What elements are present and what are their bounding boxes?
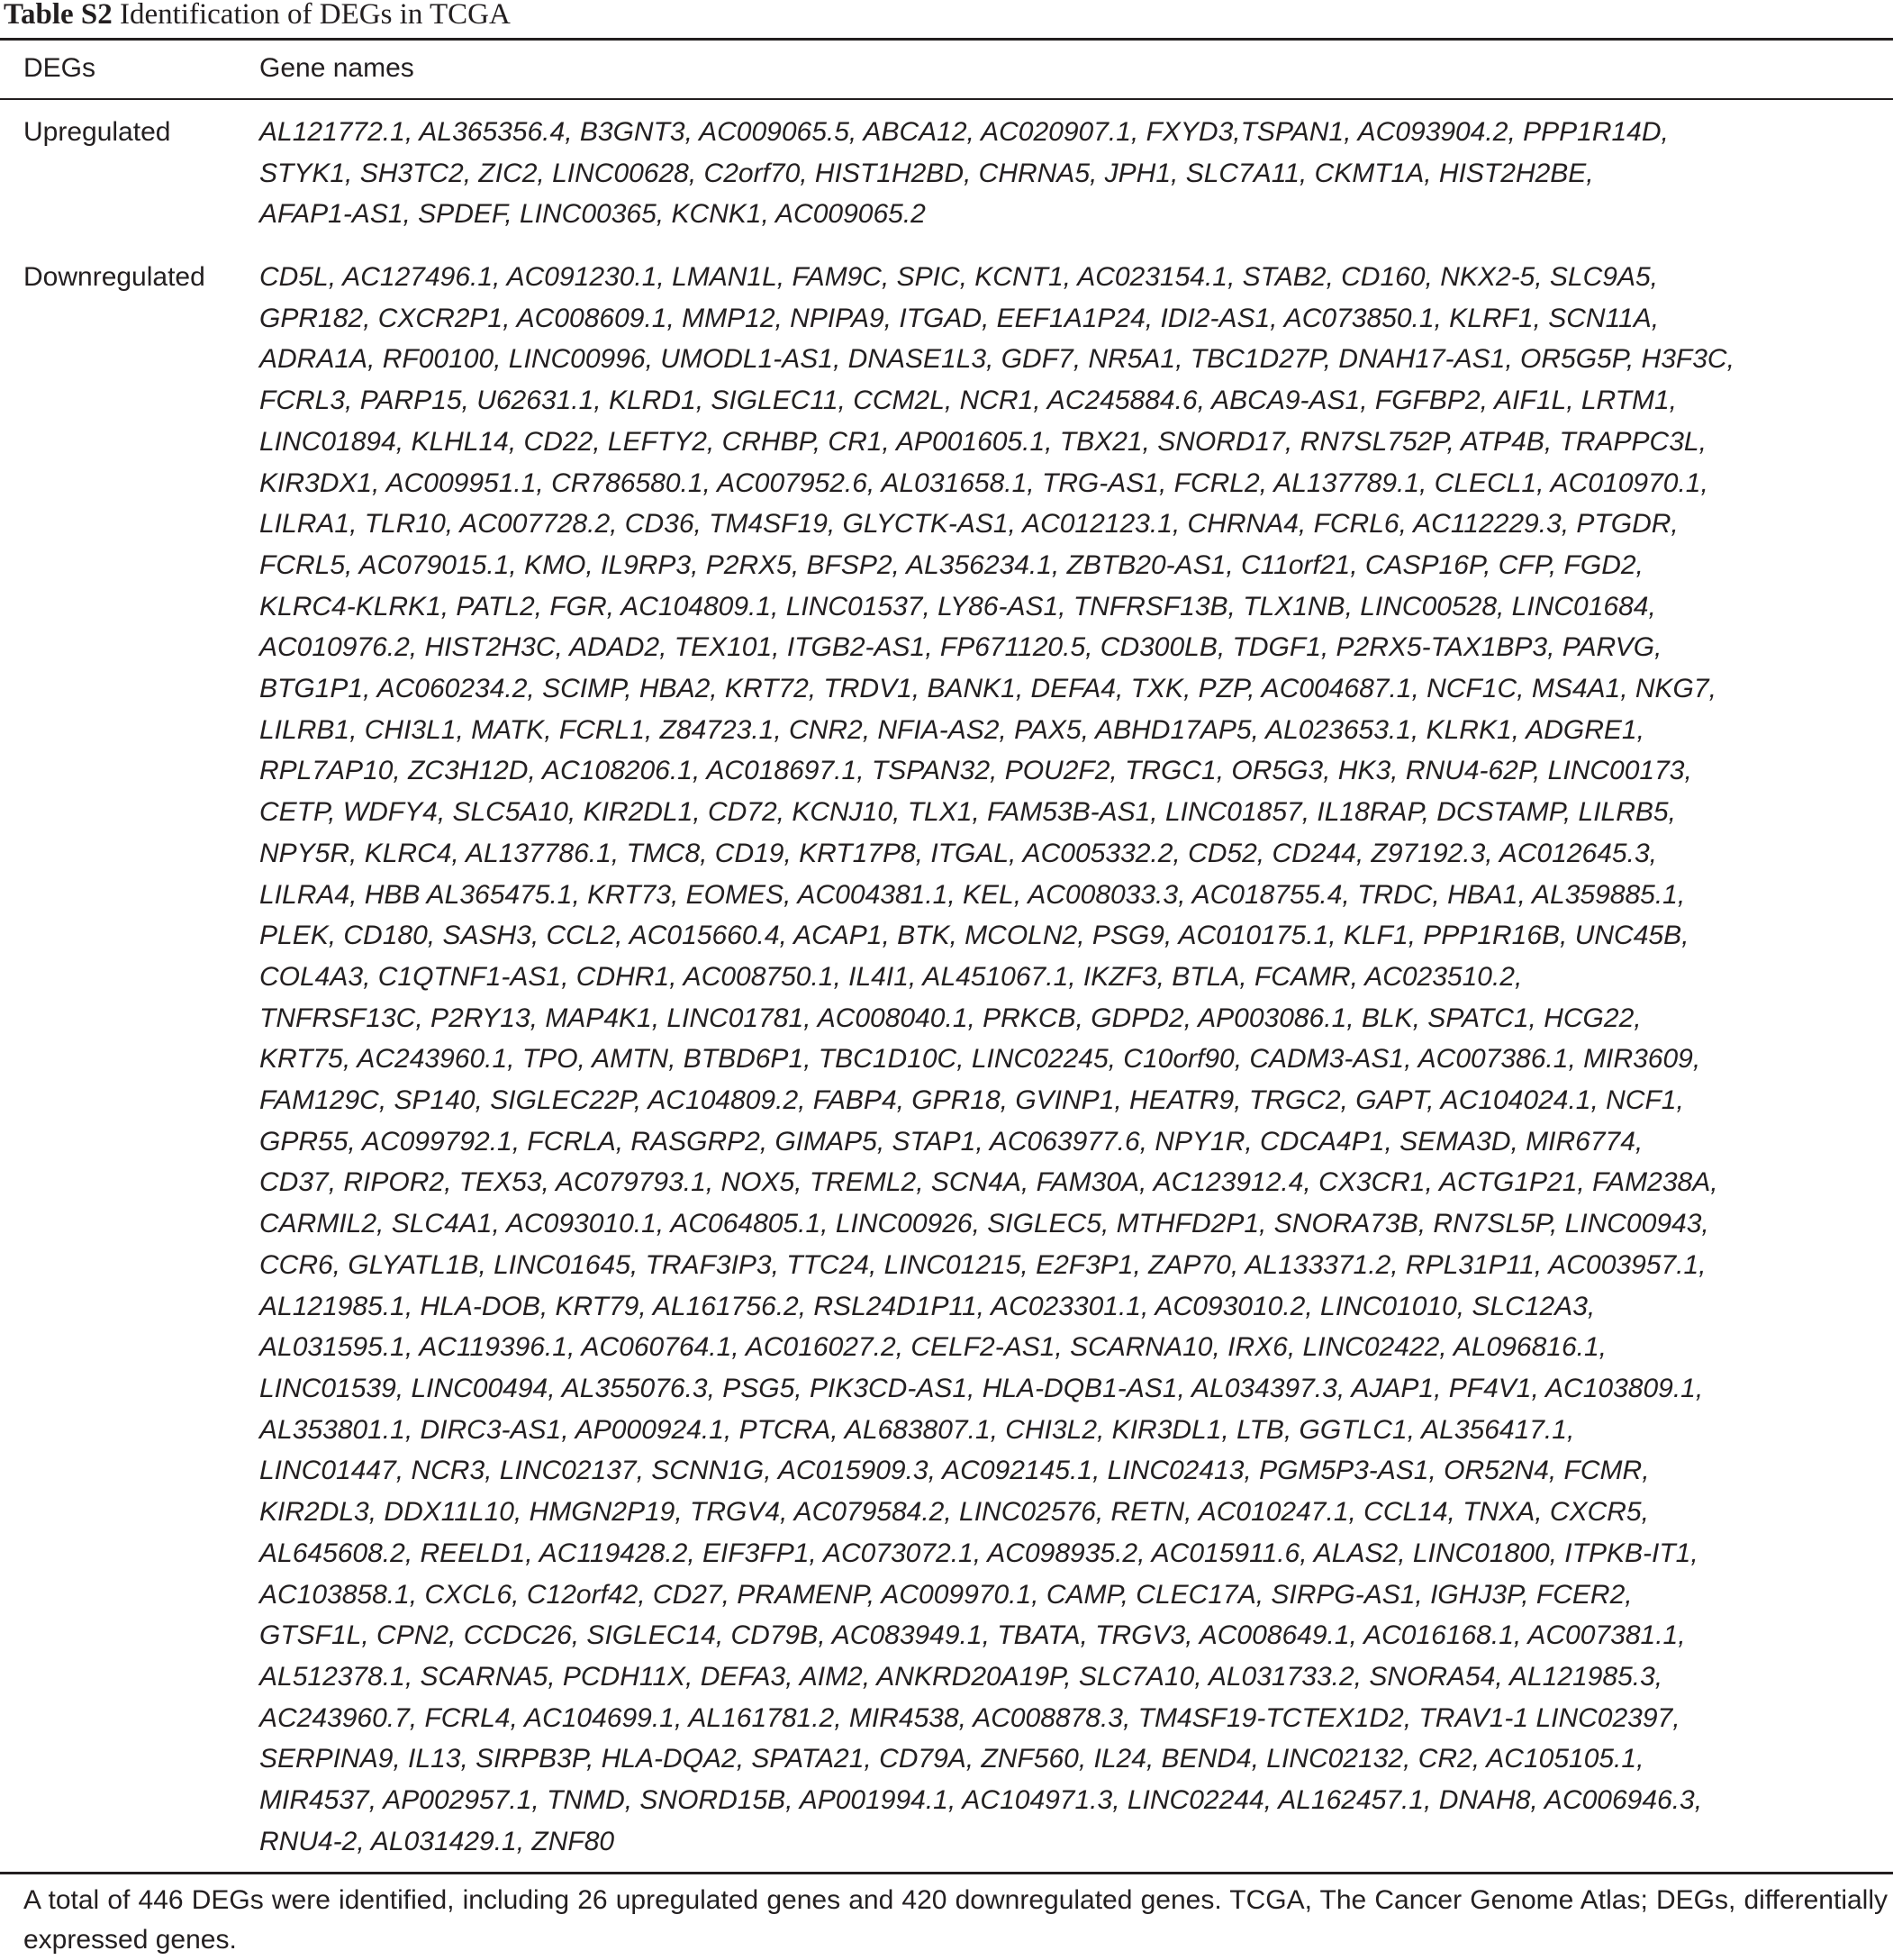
header-rule	[0, 98, 1893, 100]
gene-line: NPY5R, KLRC4, AL137786.1, TMC8, CD19, KRT17P8, ITGAL, AC005332.2, CD52, CD244, Z97192.3, AC012645.3,	[259, 838, 1657, 868]
category-upregulated: Upregulated	[23, 117, 171, 147]
gene-line: CCR6, GLYATL1B, LINC01645, TRAF3IP3, TTC24, LINC01215, E2F3P1, ZAP70, AL133371.2, RPL31P11, AC003957.1,	[259, 1249, 1707, 1280]
gene-line: ADRA1A, RF00100, LINC00996, UMODL1-AS1, DNASE1L3, GDF7, NR5A1, TBC1D27P, DNAH17-AS1, OR5G5P, H3F3C,	[259, 344, 1734, 375]
table-footnote: A total of 446 DEGs were identified, including 26 upregulated genes and 420 downregulated genes. TCGA, The Cancer Genome Atlas; DEGs, differentially expressed genes.	[23, 1885, 1888, 1955]
gene-line: PLEK, CD180, SASH3, CCL2, AC015660.4, ACAP1, BTK, MCOLN2, PSG9, AC010175.1, KLF1, PPP1R16B, UNC45B,	[259, 921, 1689, 951]
gene-line: AFAP1-AS1, SPDEF, LINC00365, KCNK1, AC009065.2	[259, 199, 926, 230]
table-label: Table S2	[4, 0, 113, 31]
gene-line: KIR2DL3, DDX11L10, HMGN2P19, TRGV4, AC079584.2, LINC02576, RETN, AC010247.1, CCL14, TNXA, CXCR5,	[259, 1497, 1649, 1528]
gene-line: SERPINA9, IL13, SIRPB3P, HLA-DQA2, SPATA21, CD79A, ZNF560, IL24, BEND4, LINC02132, CR2, AC105105.1,	[259, 1744, 1644, 1774]
gene-line: LINC01539, LINC00494, AL355076.3, PSG5, PIK3CD-AS1, HLA-DQB1-AS1, AL034397.3, AJAP1, PF4V1, AC103809.1,	[259, 1373, 1704, 1403]
gene-line: GPR55, AC099792.1, FCRLA, RASGRP2, GIMAP5, STAP1, AC063977.6, NPY1R, CDCA4P1, SEMA3D, MIR6774,	[259, 1126, 1644, 1157]
table-caption	[4, 0, 511, 29]
gene-list-downregulated	[259, 257, 1880, 1862]
gene-line: COL4A3, C1QTNF1-AS1, CDHR1, AC008750.1, IL4I1, AL451067.1, IKZF3, BTLA, FCAMR, AC023510.2,	[259, 961, 1523, 992]
gene-line: LINC01447, NCR3, LINC02137, SCNN1G, AC015909.3, AC092145.1, LINC02413, PGM5P3-AS1, OR52N4, FCMR,	[259, 1456, 1650, 1486]
gene-line: CD37, RIPOR2, TEX53, AC079793.1, NOX5, TREML2, SCN4A, FAM30A, AC123912.4, CX3CR1, ACTG1P21, FAM238A,	[259, 1167, 1718, 1198]
gene-line: KRT75, AC243960.1, TPO, AMTN, BTBD6P1, TBC1D10C, LINC02245, C10orf90, CADM3-AS1, AC007386.1, MIR3609,	[259, 1044, 1701, 1075]
gene-line: AL645608.2, REELD1, AC119428.2, EIF3FP1, AC073072.1, AC098935.2, AC015911.6, ALAS2, LINC01800, ITPKB-IT1,	[259, 1538, 1698, 1568]
gene-line: AL353801.1, DIRC3-AS1, AP000924.1, PTCRA, AL683807.1, CHI3L2, KIR3DL1, LTB, GGTLC1, AL356417.1,	[259, 1414, 1575, 1445]
gene-line: AC010976.2, HIST2H3C, ADAD2, TEX101, ITGB2-AS1, FP671120.5, CD300LB, TDGF1, P2RX5-TAX1BP3, PARVG,	[259, 632, 1662, 663]
gene-line: BTG1P1, AC060234.2, SCIMP, HBA2, KRT72, TRDV1, BANK1, DEFA4, TXK, PZP, AC004687.1, NCF1C, MS4A1, NKG7,	[259, 674, 1716, 704]
gene-line: KIR3DX1, AC009951.1, CR786580.1, AC007952.6, AL031658.1, TRG-AS1, FCRL2, AL137789.1, CLECL1, AC010970.1,	[259, 467, 1708, 498]
gene-line: LINC01894, KLHL14, CD22, LEFTY2, CRHBP, CR1, AP001605.1, TBX21, SNORD17, RN7SL752P, ATP4B, TRAPPC3L,	[259, 426, 1707, 457]
gene-line: MIR4537, AP002957.1, TNMD, SNORD15B, AP001994.1, AC104971.3, LINC02244, AL162457.1, DNAH8, AC006946.3,	[259, 1785, 1703, 1816]
gene-line: KLRC4-KLRK1, PATL2, FGR, AC104809.1, LINC01537, LY86-AS1, TNFRSF13B, TLX1NB, LINC00528, LINC01684,	[259, 591, 1656, 622]
gene-line: CETP, WDFY4, SLC5A10, KIR2DL1, CD72, KCNJ10, TLX1, FAM53B-AS1, LINC01857, IL18RAP, DCSTAMP, LILRB5,	[259, 797, 1676, 828]
gene-line: RNU4-2, AL031429.1, ZNF80	[259, 1826, 615, 1856]
table-title: Identification of DEGs in TCGA	[120, 0, 511, 31]
bottom-rule	[0, 1872, 1893, 1874]
gene-line: CD5L, AC127496.1, AC091230.1, LMAN1L, FAM9C, SPIC, KCNT1, AC023154.1, STAB2, CD160, NKX2-5, SLC9A5,	[259, 262, 1658, 292]
gene-line: AL121985.1, HLA-DOB, KRT79, AL161756.2, RSL24D1P11, AC023301.1, AC093010.2, LINC01010, SLC12A3,	[259, 1291, 1596, 1321]
header-gene-names: Gene names	[259, 53, 414, 83]
gene-line: LILRA4, HBB AL365475.1, KRT73, EOMES, AC004381.1, KEL, AC008033.3, AC018755.4, TRDC, HBA1, AL359885.1,	[259, 879, 1686, 910]
top-rule	[0, 38, 1893, 41]
gene-line: AL121772.1, AL365356.4, B3GNT3, AC009065.5, ABCA12, AC020907.1, FXYD3,TSPAN1, AC093904.2, PPP1R14D,	[259, 117, 1669, 147]
header-degs: DEGs	[23, 53, 96, 83]
gene-line: AL031595.1, AC119396.1, AC060764.1, AC016027.2, CELF2-AS1, SCARNA10, IRX6, LINC02422, AL096816.1,	[259, 1332, 1607, 1363]
gene-line: TNFRSF13C, P2RY13, MAP4K1, LINC01781, AC008040.1, PRKCB, GDPD2, AP003086.1, BLK, SPATC1, HCG22,	[259, 1003, 1642, 1033]
gene-line: AL512378.1, SCARNA5, PCDH11X, DEFA3, AIM2, ANKRD20A19P, SLC7A10, AL031733.2, SNORA54, AL121985.3,	[259, 1661, 1663, 1692]
gene-line: FAM129C, SP140, SIGLEC22P, AC104809.2, FABP4, GPR18, GVINP1, HEATR9, TRGC2, GAPT, AC104024.1, NCF1,	[259, 1085, 1684, 1116]
gene-list-upregulated	[259, 112, 1880, 235]
gene-line: AC243960.7, FCRL4, AC104699.1, AL161781.2, MIR4538, AC008878.3, TM4SF19-TCTEX1D2, TRAV1-1 LINC02397,	[259, 1702, 1680, 1733]
gene-line: STYK1, SH3TC2, ZIC2, LINC00628, C2orf70, HIST1H2BD, CHRNA5, JPH1, SLC7A11, CKMT1A, HIST2H2BE,	[259, 158, 1594, 188]
category-downregulated: Downregulated	[23, 262, 205, 292]
gene-line: LILRA1, TLR10, AC007728.2, CD36, TM4SF19, GLYCTK-AS1, AC012123.1, CHRNA4, FCRL6, AC112229.3, PTGDR,	[259, 509, 1679, 540]
gene-line: GTSF1L, CPN2, CCDC26, SIGLEC14, CD79B, AC083949.1, TBATA, TRGV3, AC008649.1, AC016168.1, AC007381.1,	[259, 1620, 1686, 1651]
gene-line: CARMIL2, SLC4A1, AC093010.1, AC064805.1, LINC00926, SIGLEC5, MTHFD2P1, SNORA73B, RN7SL5P, LINC00943,	[259, 1209, 1709, 1239]
gene-line: RPL7AP10, ZC3H12D, AC108206.1, AC018697.1, TSPAN32, POU2F2, TRGC1, OR5G3, HK3, RNU4-62P, LINC00173,	[259, 756, 1692, 786]
gene-line: LILRB1, CHI3L1, MATK, FCRL1, Z84723.1, CNR2, NFIA-AS2, PAX5, ABHD17AP5, AL023653.1, KLRK1, ADGRE1,	[259, 714, 1644, 745]
gene-line: GPR182, CXCR2P1, AC008609.1, MMP12, NPIPA9, ITGAD, EEF1A1P24, IDI2-AS1, AC073850.1, KLRF1, SCN11A,	[259, 303, 1660, 333]
gene-line: AC103858.1, CXCL6, C12orf42, CD27, PRAMENP, AC009970.1, CAMP, CLEC17A, SIRPG-AS1, IGHJ3P, FCER2,	[259, 1579, 1633, 1610]
gene-line: FCRL5, AC079015.1, KMO, IL9RP3, P2RX5, BFSP2, AL356234.1, ZBTB20-AS1, C11orf21, CASP16P, CFP, FGD2,	[259, 549, 1644, 580]
gene-line: FCRL3, PARP15, U62631.1, KLRD1, SIGLEC11, CCM2L, NCR1, AC245884.6, ABCA9-AS1, FGFBP2, AIF1L, LRTM1,	[259, 386, 1678, 416]
